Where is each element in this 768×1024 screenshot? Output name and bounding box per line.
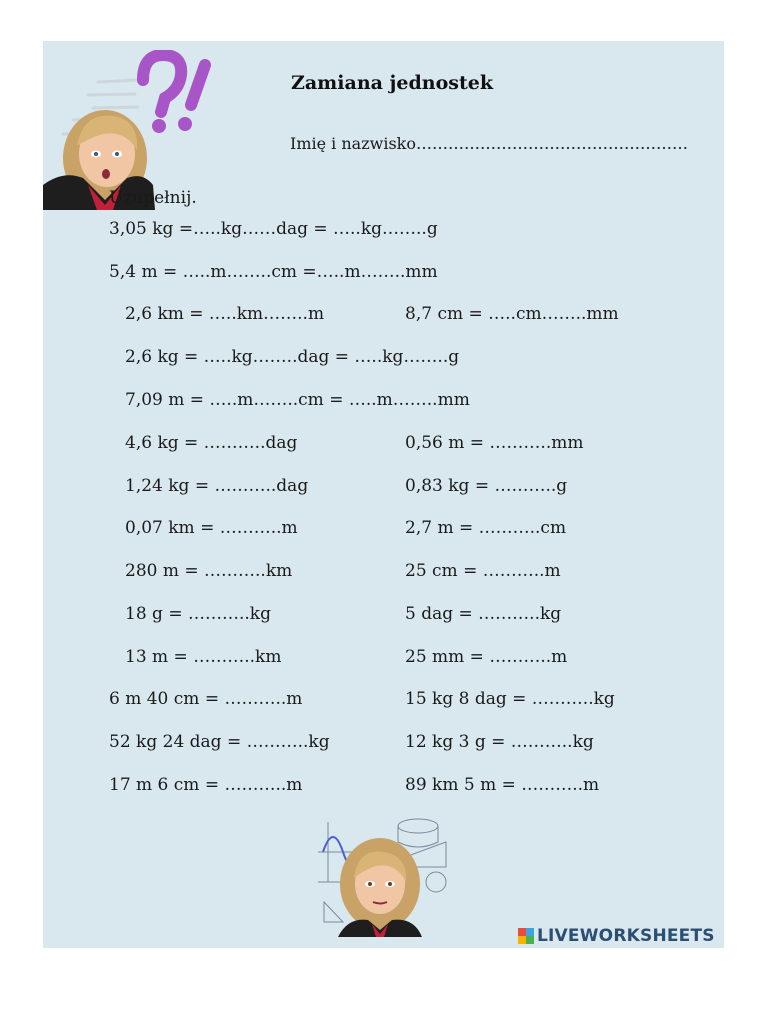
exercise-item[interactable]: 17 m 6 cm = ………..m [109,775,303,795]
exercise-item[interactable]: 8,7 cm = …..cm……..mm [405,304,619,324]
exercise-item[interactable]: 0,83 kg = ………..g [405,476,568,496]
exercise-item[interactable]: 0,56 m = ………..mm [405,433,584,453]
exercise-item[interactable]: 3,05 kg =…..kg……dag = …..kg……..g [109,219,438,239]
exercise-item[interactable]: 15 kg 8 dag = ………..kg [405,689,615,709]
exercise-item[interactable]: 2,7 m = ………..cm [405,518,567,538]
exercise-item[interactable]: 13 m = ………..km [125,647,282,667]
exercise-item[interactable]: 6 m 40 cm = ………..m [109,689,303,709]
avatar-question-icon [43,50,213,210]
exercise-item[interactable]: 2,6 kg = …..kg……..dag = …..kg……..g [125,347,460,367]
exercise-item[interactable]: 5,4 m = …..m……..cm =…..m……..mm [109,262,438,282]
exercise-item[interactable]: 2,6 km = …..km……..m [125,304,325,324]
exercise-item[interactable]: 18 g = ………..kg [125,604,271,624]
exercise-item[interactable]: 25 mm = ………..m [405,647,568,667]
liveworksheets-brand[interactable] [518,926,715,946]
exercise-item[interactable]: 0,07 km = ………..m [125,518,298,538]
exercise-item[interactable]: 52 kg 24 dag = ………..kg [109,732,330,752]
exercise-item[interactable]: 1,24 kg = ………..dag [125,476,309,496]
name-field[interactable]: Imię i nazwisko…………………………………………… [290,134,688,153]
brand-text: LIVEWORKSHEETS [537,926,715,946]
math-avatar-icon [318,812,453,937]
instruction-text: Uzupełnij. [109,188,197,208]
exercise-item[interactable]: 5 dag = ………..kg [405,604,562,624]
exercise-item[interactable]: 280 m = ………..km [125,561,293,581]
exercise-item[interactable]: 7,09 m = …..m……..cm = …..m……..mm [125,390,470,410]
exercise-item[interactable]: 89 km 5 m = ………..m [405,775,600,795]
exercise-item[interactable]: 12 kg 3 g = ………..kg [405,732,594,752]
exercise-item[interactable]: 25 cm = ………..m [405,561,561,581]
liveworksheets-logo-icon [518,928,534,944]
worksheet-title: Zamiana jednostek [291,72,494,94]
exercise-item[interactable]: 4,6 kg = ………..dag [125,433,298,453]
